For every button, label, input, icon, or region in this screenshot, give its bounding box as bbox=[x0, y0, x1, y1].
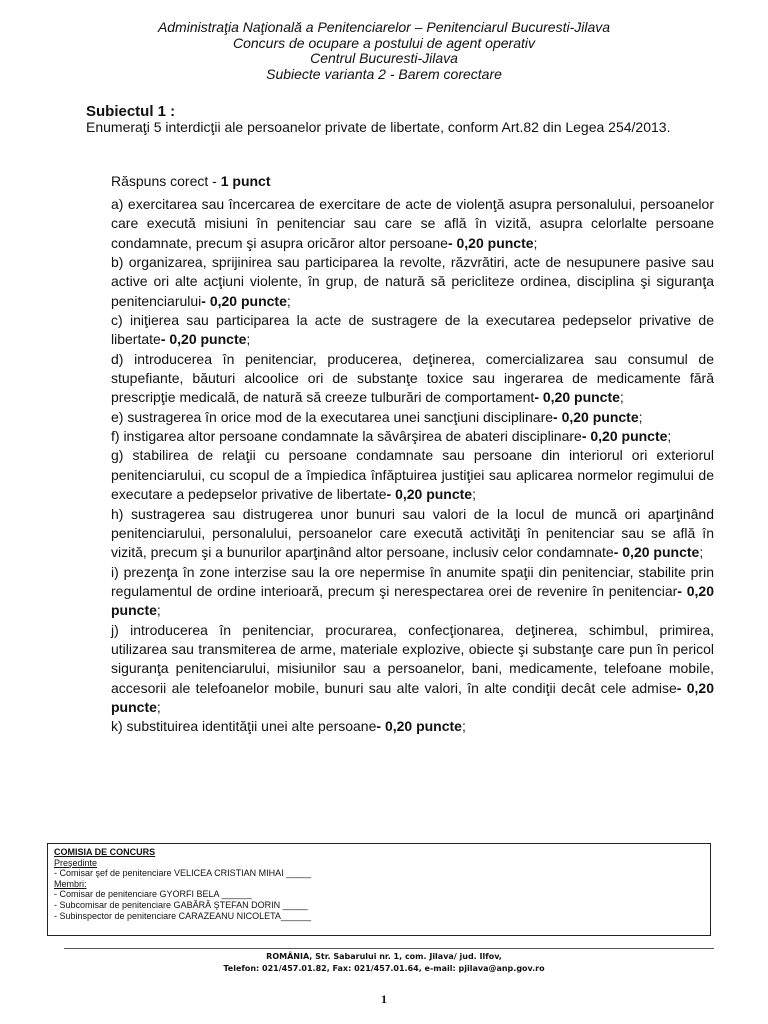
item-text: a) exercitarea sau încercarea de exercitare de acte de violenţă asupra personalului, persoanelor care execută misiuni în penitenciar sau care se află în vizită, asupra celorlalte persoane condamnate, precum şi asupra oricăror altor persoane bbox=[111, 196, 714, 251]
subject-section bbox=[86, 104, 716, 136]
item-text: e) sustragerea în orice mod de la executarea unei sancţiuni disciplinare bbox=[111, 408, 554, 425]
item-points: - 0,20 puncte bbox=[111, 582, 714, 619]
item-end: ; bbox=[667, 428, 672, 445]
subject-title: Subiectul 1 : bbox=[86, 103, 176, 120]
subject-question: Enumeraţi 5 interdicţii ale persoanelor private de libertate, conform Art.82 din Legea 254/2013. bbox=[86, 119, 671, 135]
commission-box bbox=[47, 843, 711, 936]
item-end: ; bbox=[472, 486, 476, 503]
member-name: - Subcomisar de penitenciare GABĂRĂ ŞTEFAN DORIN _____ bbox=[54, 899, 308, 910]
item-points: - 0,20 puncte bbox=[447, 234, 534, 251]
item-end: ; bbox=[533, 234, 538, 251]
item-end: ; bbox=[638, 408, 643, 425]
list-item bbox=[111, 717, 714, 736]
list-item bbox=[111, 427, 714, 446]
member-name: - Subinspector de penitenciare CARAZEANU NICOLETA______ bbox=[54, 910, 311, 921]
item-end: ; bbox=[246, 331, 251, 348]
list-item bbox=[111, 408, 714, 427]
item-points: - 0,20 puncte bbox=[534, 389, 620, 406]
header-variant: Subiecte varianta 2 - Barem corectare bbox=[266, 65, 502, 82]
item-points: - 0,20 puncte bbox=[111, 679, 714, 715]
president-name: - Comisar şef de penitenciare VELICEA CRISTIAN MIHAI _____ bbox=[54, 868, 312, 879]
item-end: ; bbox=[619, 389, 624, 406]
members-label: Membri: bbox=[54, 878, 87, 889]
item-text: i) prezenţa în zone interzise sau la ore nepermise în anumite spaţii din penitenciar, stabilite prin regulamentul de ordine interioară, precum şi nerespectarea orei de revenire în penitenciar bbox=[111, 563, 714, 599]
answer-heading bbox=[111, 172, 714, 190]
item-points: - 0,20 puncte bbox=[201, 292, 287, 309]
member-name: - Comisar de penitenciare GYORFI BELA ______ bbox=[54, 889, 252, 900]
item-text: h) sustragerea sau distrugerea unor bunuri sau valori de la locul de muncă ori aparţinând penitenciarului, personalului, persoanelor care execută activităţi în penitenciar sau se află în vizită, precum şi a bunurilor aparţinând altor persoane, inclusiv celor condamnate bbox=[111, 505, 714, 561]
header-institution: Administraţia Naţională a Penitenciarelor – Penitenciarul Bucuresti-Jilava bbox=[157, 19, 611, 35]
item-end: ; bbox=[156, 698, 161, 715]
header-center: Centrul Bucuresti-Jilava bbox=[310, 50, 458, 66]
list-item bbox=[111, 505, 714, 563]
item-end: ; bbox=[156, 602, 161, 619]
item-text: g) stabilirea de relaţii cu persoane condamnate sau persoane din interiorul ori exteriorul penitenciarului, cu scopul de a împiedica înfăptuirea justiţiei sau aplicarea normelor regimului de executare a pedepselor privative de libertate bbox=[111, 447, 714, 503]
answer-points: 1 punct bbox=[220, 173, 271, 189]
item-text: d) introducerea în penitenciar, producerea, deţinerea, comercializarea sau consumul de stupefiante, băuturi alcoolice ori de substanţe toxice sau ingerarea de medicamente fără prescripţie medicală, de natură să creeze tulburări de comportament bbox=[111, 350, 714, 406]
item-end: ; bbox=[699, 544, 704, 561]
document-header bbox=[0, 20, 768, 82]
item-points: - 0,20 puncte bbox=[160, 331, 247, 348]
commission-title: COMISIA DE CONCURS bbox=[54, 847, 156, 857]
list-item bbox=[111, 563, 714, 621]
page-footer bbox=[0, 951, 768, 975]
item-text: j) introducerea în penitenciar, procurarea, confecţionarea, deţinerea, schimbul, primirea, utilizarea sau transmiterea de arme, materiale explozive, obiecte şi substanţe care pun în pericol siguranţa penitenciarului, misiunilor sau a persoanelor, bani, medicamente, telefoane mobile, accesorii ale telefoanelor mobile, bunuri sau alte valori, în alte condiţii decât cele admise bbox=[111, 621, 714, 696]
item-points: - 0,20 puncte bbox=[613, 544, 700, 561]
item-end: ; bbox=[461, 718, 466, 735]
list-item bbox=[111, 621, 714, 718]
president-label: Preşedinte bbox=[54, 857, 98, 868]
list-item bbox=[111, 446, 714, 504]
page-number: 1 bbox=[381, 992, 387, 1006]
item-text: b) organizarea, sprijinirea sau participarea la revolte, răzvrătiri, acte de nesupunere pasive sau active ori alte acţiuni violente, în grup, de natură să pericliteze ordinea, disciplina şi siguranţa penitenciarului bbox=[111, 254, 714, 309]
item-points: - 0,20 puncte bbox=[376, 718, 462, 735]
list-item bbox=[111, 195, 714, 253]
footer-contact: Telefon: 021/457.01.82, Fax: 021/457.01.64, e-mail: pjilava@anp.gov.ro bbox=[223, 964, 545, 973]
header-contest: Concurs de ocupare a postului de agent operativ bbox=[233, 34, 535, 51]
item-text: c) iniţierea sau participarea la acte de sustragere de la executarea pedepselor privative de libertate bbox=[111, 312, 714, 348]
answer-label: Răspuns corect - bbox=[111, 173, 221, 189]
answer-list bbox=[111, 195, 714, 737]
item-text: f) instigarea altor persoane condamnate la săvârşirea de abateri disciplinare bbox=[111, 428, 582, 445]
footer-address: ROMÂNIA, Str. Sabarului nr. 1, com. Jilava/ jud. Ilfov, bbox=[266, 952, 502, 961]
item-end: ; bbox=[286, 292, 291, 309]
item-points: - 0,20 puncte bbox=[386, 486, 473, 503]
item-points: - 0,20 puncte bbox=[581, 428, 668, 445]
footer-divider bbox=[64, 948, 714, 949]
answer-section bbox=[111, 172, 714, 737]
item-text: k) substituirea identităţii unei alte persoane bbox=[111, 718, 377, 735]
list-item bbox=[111, 350, 714, 408]
list-item bbox=[111, 311, 714, 350]
list-item bbox=[111, 253, 714, 311]
item-points: - 0,20 puncte bbox=[553, 408, 639, 425]
